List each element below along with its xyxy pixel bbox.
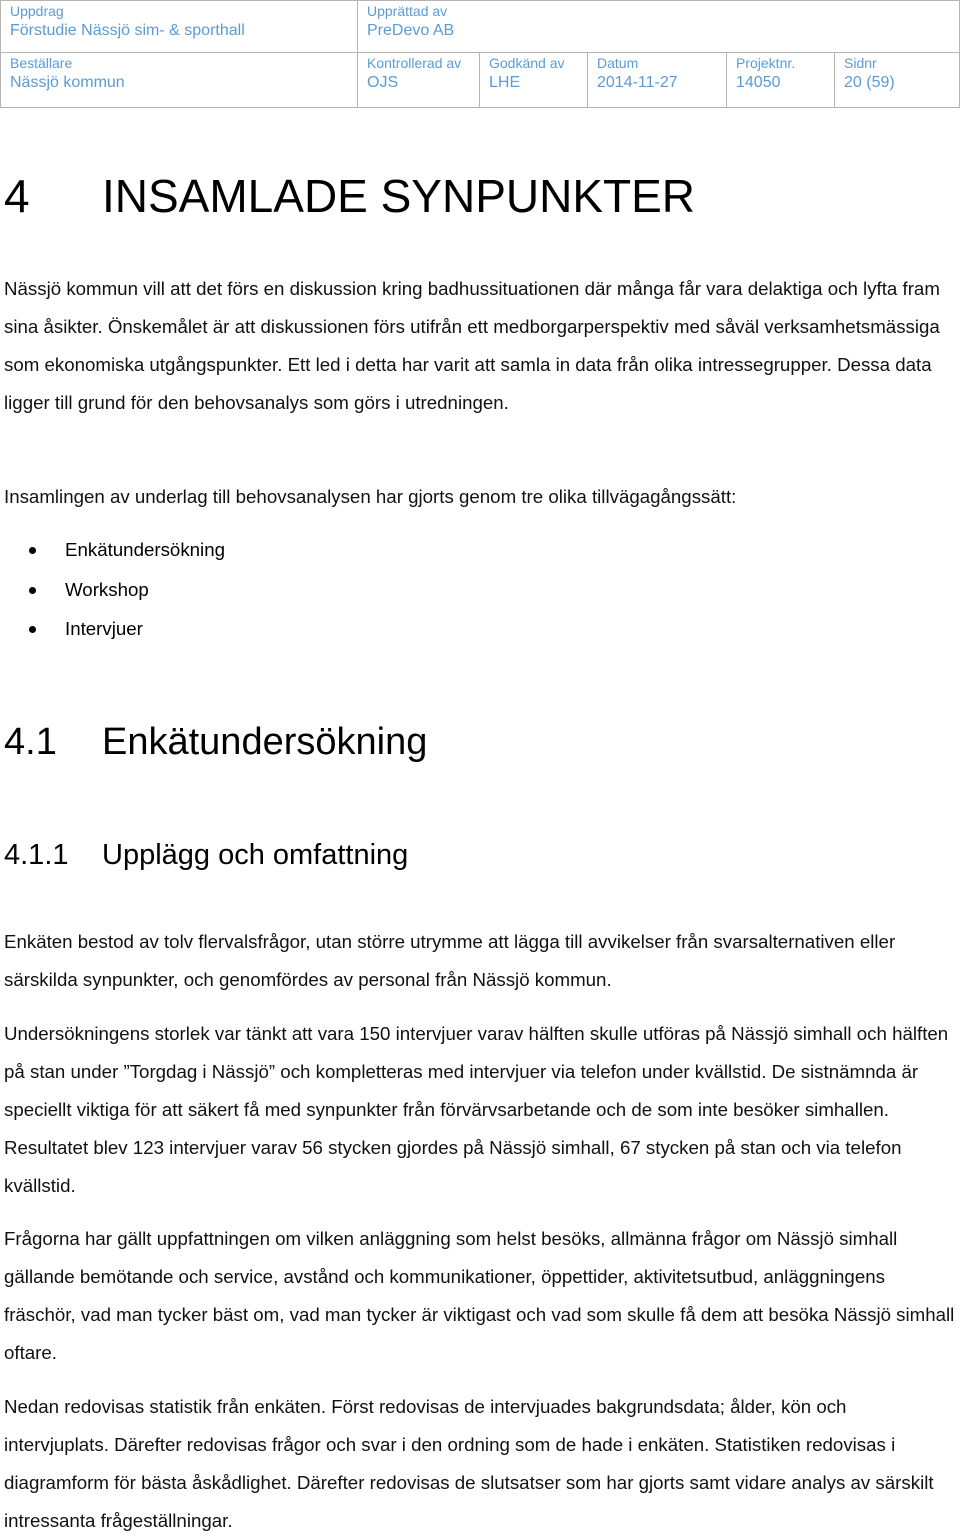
method-list bbox=[4, 530, 225, 649]
bestallare-label: Beställare bbox=[10, 55, 73, 71]
subsubsection-number: 4.1.1 bbox=[4, 839, 69, 871]
survey-scope-paragraph: Enkäten bestod av tolv flervalsfrågor, utan större utrymme att lägga till avvikelser från svarsalternativen eller särskilda synpunkter, och genomfördes av personal från Nässjö kommun. bbox=[4, 931, 896, 990]
uppdrag-label: Uppdrag bbox=[10, 3, 64, 19]
datum-value: 2014-11-27 bbox=[597, 74, 678, 91]
section-number: 4 bbox=[4, 170, 30, 222]
kontrollerad-value: OJS bbox=[367, 74, 399, 91]
upprattad-value: PreDevo AB bbox=[367, 22, 455, 39]
subsection-heading bbox=[4, 718, 427, 766]
header-cell-upprattad bbox=[358, 1, 960, 53]
header-cell-uppdrag bbox=[1, 1, 358, 53]
sidnr-value: 20 (59) bbox=[844, 74, 895, 91]
subsection-title: Enkätundersökning bbox=[102, 721, 428, 763]
header-cell-godkand bbox=[480, 53, 588, 108]
section-heading bbox=[4, 168, 695, 224]
document-header-table bbox=[0, 0, 960, 108]
list-item: Workshop bbox=[4, 570, 225, 610]
header-cell-projektnr bbox=[727, 53, 835, 108]
godkand-value: LHE bbox=[489, 74, 521, 91]
header-cell-datum bbox=[588, 53, 727, 108]
header-cell-bestallare bbox=[1, 53, 358, 108]
header-cell-sidnr bbox=[835, 53, 960, 108]
subsection-number: 4.1 bbox=[4, 721, 57, 763]
uppdrag-value: Förstudie Nässjö sim- & sporthall bbox=[10, 22, 245, 39]
section-method-paragraph: Insamlingen av underlag till behovsanalysen har gjorts genom tre olika tillvägagångssätt: bbox=[4, 486, 737, 507]
header-cell-kontrollerad bbox=[358, 53, 480, 108]
list-item: Intervjuer bbox=[4, 609, 225, 649]
subsubsection-title: Upplägg och omfattning bbox=[102, 839, 409, 871]
kontrollerad-label: Kontrollerad av bbox=[367, 55, 462, 71]
projektnr-label: Projektnr. bbox=[736, 55, 796, 71]
projektnr-value: 14050 bbox=[736, 74, 781, 91]
godkand-label: Godkänd av bbox=[489, 55, 565, 71]
sidnr-label: Sidnr bbox=[844, 55, 877, 71]
bestallare-value: Nässjö kommun bbox=[10, 74, 125, 91]
section-intro-paragraph: Nässjö kommun vill att det förs en diskussion kring badhussituationen där många får vara delaktiga och lyfta fram sina åsikter. Önskemålet är att diskussionen förs utifrån ett medborgarperspektiv med såväl verksamhetsmässiga som ekonomiska utgångspunkter. Ett led i detta har varit att samla in data från olika intressegrupper. Dessa data ligger till grund för den behovsanalys som görs i utredningen. bbox=[4, 278, 940, 413]
survey-statistics-paragraph: Nedan redovisas statistik från enkäten. Först redovisas de intervjuades bakgrundsdata; ålder, kön och intervjuplats. Därefter redovisas frågor och svar i den ordning som de hade i enkäten. Statistiken redovisas i diagramform för bästa åskådlighet. Därefter redovisas de slutsatser som har gjorts samt vidare analys av särskilt intressanta frågeställningar. bbox=[4, 1396, 934, 1531]
survey-questions-paragraph: Frågorna har gällt uppfattningen om vilken anläggning som helst besöks, allmänna frågor om Nässjö simhall gällande bemötande och service, avstånd och kommunikationer, öppettider, aktivitetsutbud, anläggningens fräschör, vad man tycker bäst om, vad man tycker är viktigast och vad som skulle få dem att besöka Nässjö simhall oftare. bbox=[4, 1228, 955, 1363]
survey-size-paragraph: Undersökningens storlek var tänkt att vara 150 intervjuer varav hälften skulle utföras på Nässjö simhall och hälften på stan under ”Torgdag i Nässjö” och kompletteras med intervjuer via telefon under kvällstid. De sistnämnda är speciellt viktiga för att säkert få med synpunkter från förvärvsarbetande och de som inte besöker simhallen. Resultatet blev 123 intervjuer varav 56 stycken gjordes på Nässjö simhall, 67 stycken på stan och via telefon kvällstid. bbox=[4, 1023, 949, 1196]
datum-label: Datum bbox=[597, 55, 639, 71]
subsubsection-heading bbox=[4, 836, 408, 874]
upprattad-label: Upprättad av bbox=[367, 3, 448, 19]
list-item: Enkätundersökning bbox=[4, 530, 225, 570]
section-title: INSAMLADE SYNPUNKTER bbox=[102, 170, 696, 222]
